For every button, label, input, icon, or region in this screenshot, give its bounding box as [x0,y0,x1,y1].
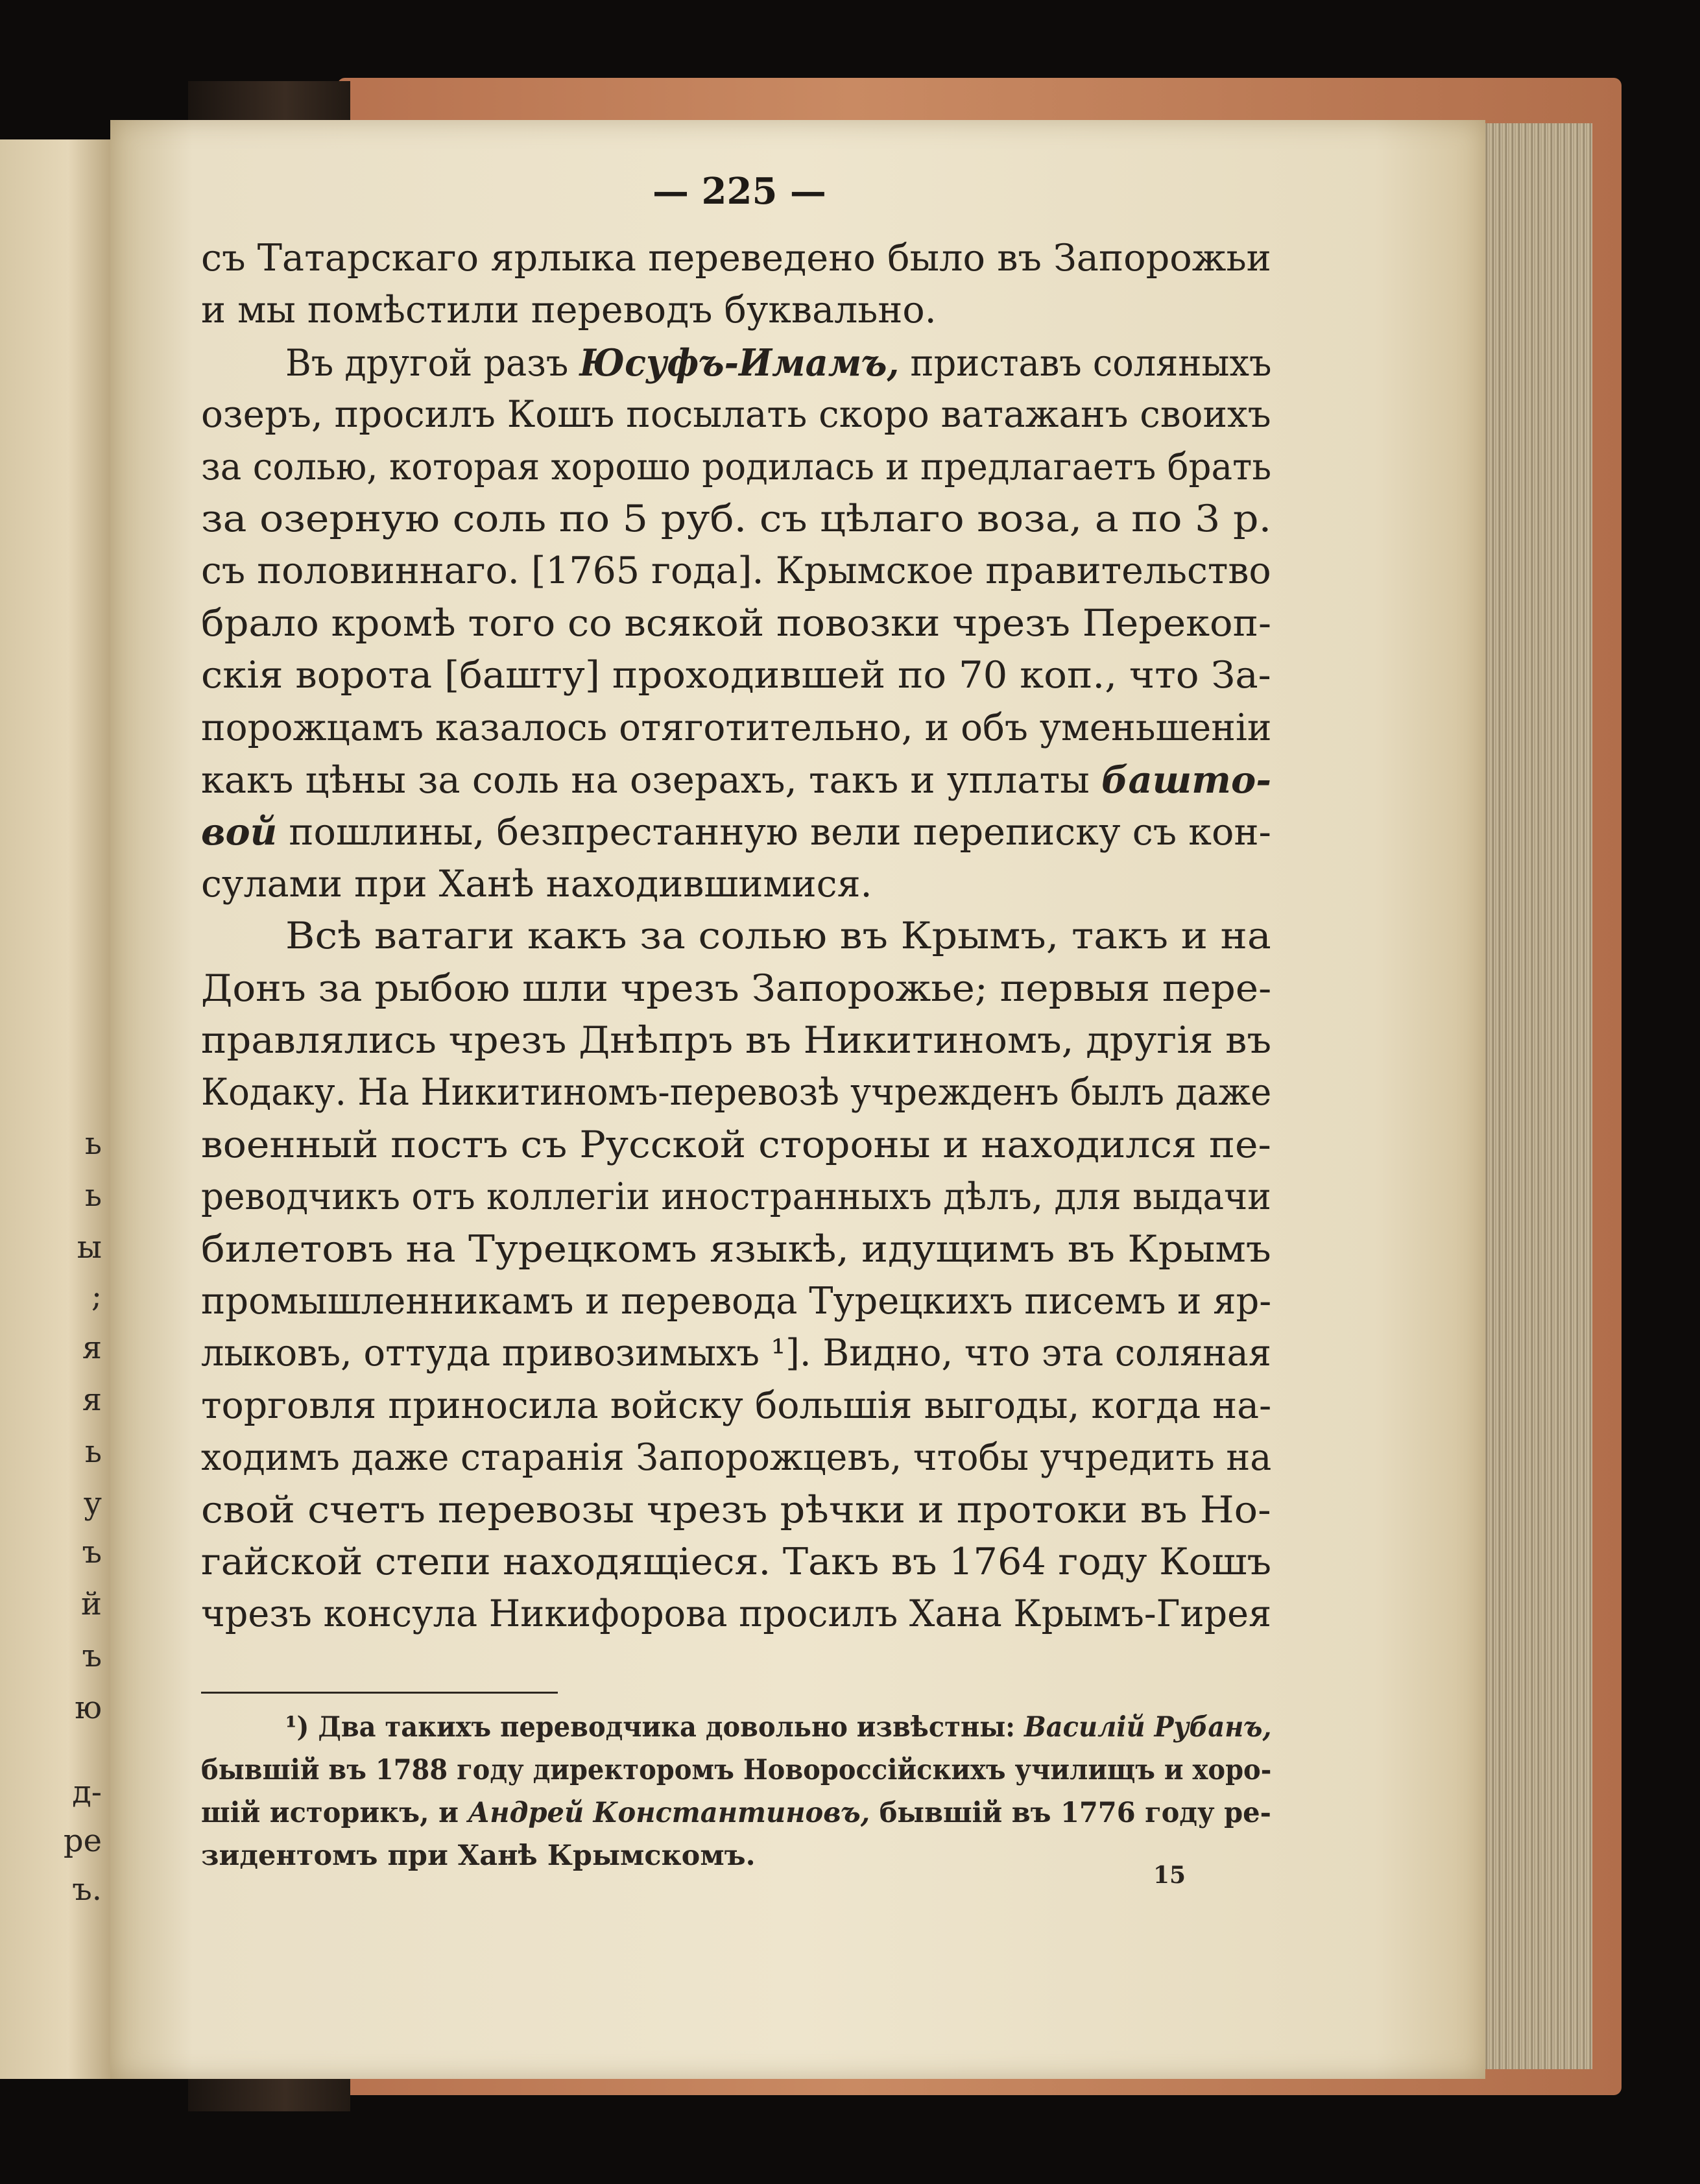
footnote-line [201,1840,756,1872]
text-run: скія ворота [башту] проходившей по 70 коп., что За- [201,654,1271,697]
margin-fragment: д- [72,1774,102,1810]
text-line [201,393,1271,436]
page-number: — 225 — [652,170,826,213]
text-line [201,1332,1271,1374]
text-run: реводчикъ отъ коллегіи иностранныхъ дѣлъ, для выдачи [201,1175,1271,1219]
text-line [201,289,937,331]
text-run: ¹) Два такихъ переводчика довольно извѣстны: [285,1711,1024,1744]
margin-fragment: ь [84,1177,102,1214]
footnote-line [285,1711,1271,1744]
text-run: съ половиннаго. [1765 года]. Крымское правительство [201,549,1271,593]
text-line [201,758,1271,802]
text-line [201,1592,1271,1635]
text-run: правлялись чрезъ Днѣпръ въ Никитиномъ, другія въ [201,1019,1272,1062]
footnote-line [201,1754,1271,1786]
text-line [201,549,1271,592]
margin-fragment: ъ [82,1638,102,1674]
text-line [201,1228,1271,1271]
text-line [201,1175,1271,1218]
text-line [201,602,1271,645]
text-line [201,1280,1271,1323]
italic-run: башто- [1101,758,1272,802]
margin-fragment: ь [84,1434,102,1470]
text-line [201,654,1271,697]
italic-run: Юсуфъ-Имамъ, [579,341,900,385]
text-run: пошлины, безпрестанную вели переписку съ кон- [277,811,1271,854]
text-line [201,706,1271,749]
text-run: лыковъ, оттуда привозимыхъ ¹]. Видно, что эта соляная [201,1332,1271,1375]
text-run: промышленникамъ и перевода Турецкихъ писемъ и яр- [201,1280,1272,1323]
text-run: Всѣ ватаги какъ за солью въ Крымъ, такъ и на [285,915,1271,958]
text-run: сулами при Ханѣ находившимися. [201,862,872,906]
text-line [201,1384,1271,1427]
text-run: порожцамъ казалось отяготительно, и объ уменьшеніи [201,706,1272,749]
text-line [285,915,1271,957]
signature-mark: 15 [1153,1862,1186,1889]
text-run: Донъ за рыбою шли чрезъ Запорожье; первыя пере- [201,966,1272,1010]
text-line [201,967,1271,1010]
margin-fragment: ы [77,1229,102,1266]
text-line [201,1436,1271,1479]
previous-page-edge [0,139,114,2079]
margin-fragment: я [82,1382,102,1418]
margin-fragment: у [83,1485,102,1522]
text-run: съ Татарскаго ярлыка переведено было въ Запорожьи [201,237,1271,280]
text-line [201,1123,1271,1166]
margin-fragment: ю [75,1690,102,1726]
margin-fragment: ; [91,1278,102,1314]
text-line [201,1489,1271,1531]
page-edges [1476,123,1592,2069]
margin-fragment: й [81,1586,102,1622]
text-run: билетовъ на Турецкомъ языкѣ, идущимъ въ Крымъ [201,1227,1271,1271]
text-line [285,341,1271,385]
italic-run: Андрей Константиновъ, [468,1797,870,1829]
text-run: приставъ соляныхъ [899,341,1272,385]
footnote-line [201,1797,1271,1829]
text-run: чрезъ консула Никифорова просилъ Хана Крымъ-Гирея [201,1592,1272,1636]
margin-fragment: ь [84,1125,102,1162]
text-line [201,1541,1271,1583]
text-run: бывшій въ 1776 году ре- [870,1797,1271,1829]
text-run: свой счетъ перевозы чрезъ рѣчки и протоки въ Но- [201,1488,1271,1531]
text-run: Кодаку. На Никитиномъ-перевозѣ учрежденъ былъ даже [201,1071,1272,1114]
text-run: брало кромѣ того со всякой повозки чрезъ Перекоп- [201,601,1272,645]
margin-fragment: ъ. [72,1871,102,1908]
margin-fragment: я [82,1330,102,1366]
text-run: за озерную соль по 5 руб. съ цѣлаго воза, а по 3 р. [201,498,1272,540]
text-run: торговля приносила войску большія выгоды, когда на- [201,1384,1272,1427]
text-run: гайской степи находящіеся. Такъ въ 1764 году Кошъ [201,1541,1272,1583]
text-run: какъ цѣны за соль на озерахъ, такъ и уплаты [201,759,1102,802]
text-run: шій историкъ, и [201,1797,468,1829]
text-line [201,446,1271,488]
footnote-rule [201,1692,558,1694]
margin-fragment: ъ [82,1534,102,1570]
text-run: Въ другой разъ [285,341,580,385]
text-line [201,237,1271,280]
text-line [201,1019,1271,1062]
text-run: бывшій въ 1788 году директоромъ Новороссійскихъ училищъ и хоро- [201,1754,1272,1786]
text-line [201,498,1271,540]
text-line [201,863,872,906]
text-line [201,1071,1271,1114]
text-line [201,810,1271,854]
text-run: ходимъ даже старанія Запорожцевъ, чтобы учредить на [201,1436,1272,1480]
margin-fragment: ре [63,1823,102,1859]
italic-run: Василій Рубанъ, [1024,1711,1272,1744]
italic-run: вой [201,810,278,854]
text-run: и мы помѣстили переводъ буквально. [201,289,937,332]
text-run: зидентомъ при Ханѣ Крымскомъ. [201,1840,756,1872]
text-run: за солью, которая хорошо родилась и предлагаетъ брать [201,445,1272,488]
text-run: озеръ, просилъ Кошъ посылать скоро ватажанъ своихъ [201,393,1271,437]
text-run: военный постъ съ Русской стороны и находился пе- [201,1123,1271,1166]
